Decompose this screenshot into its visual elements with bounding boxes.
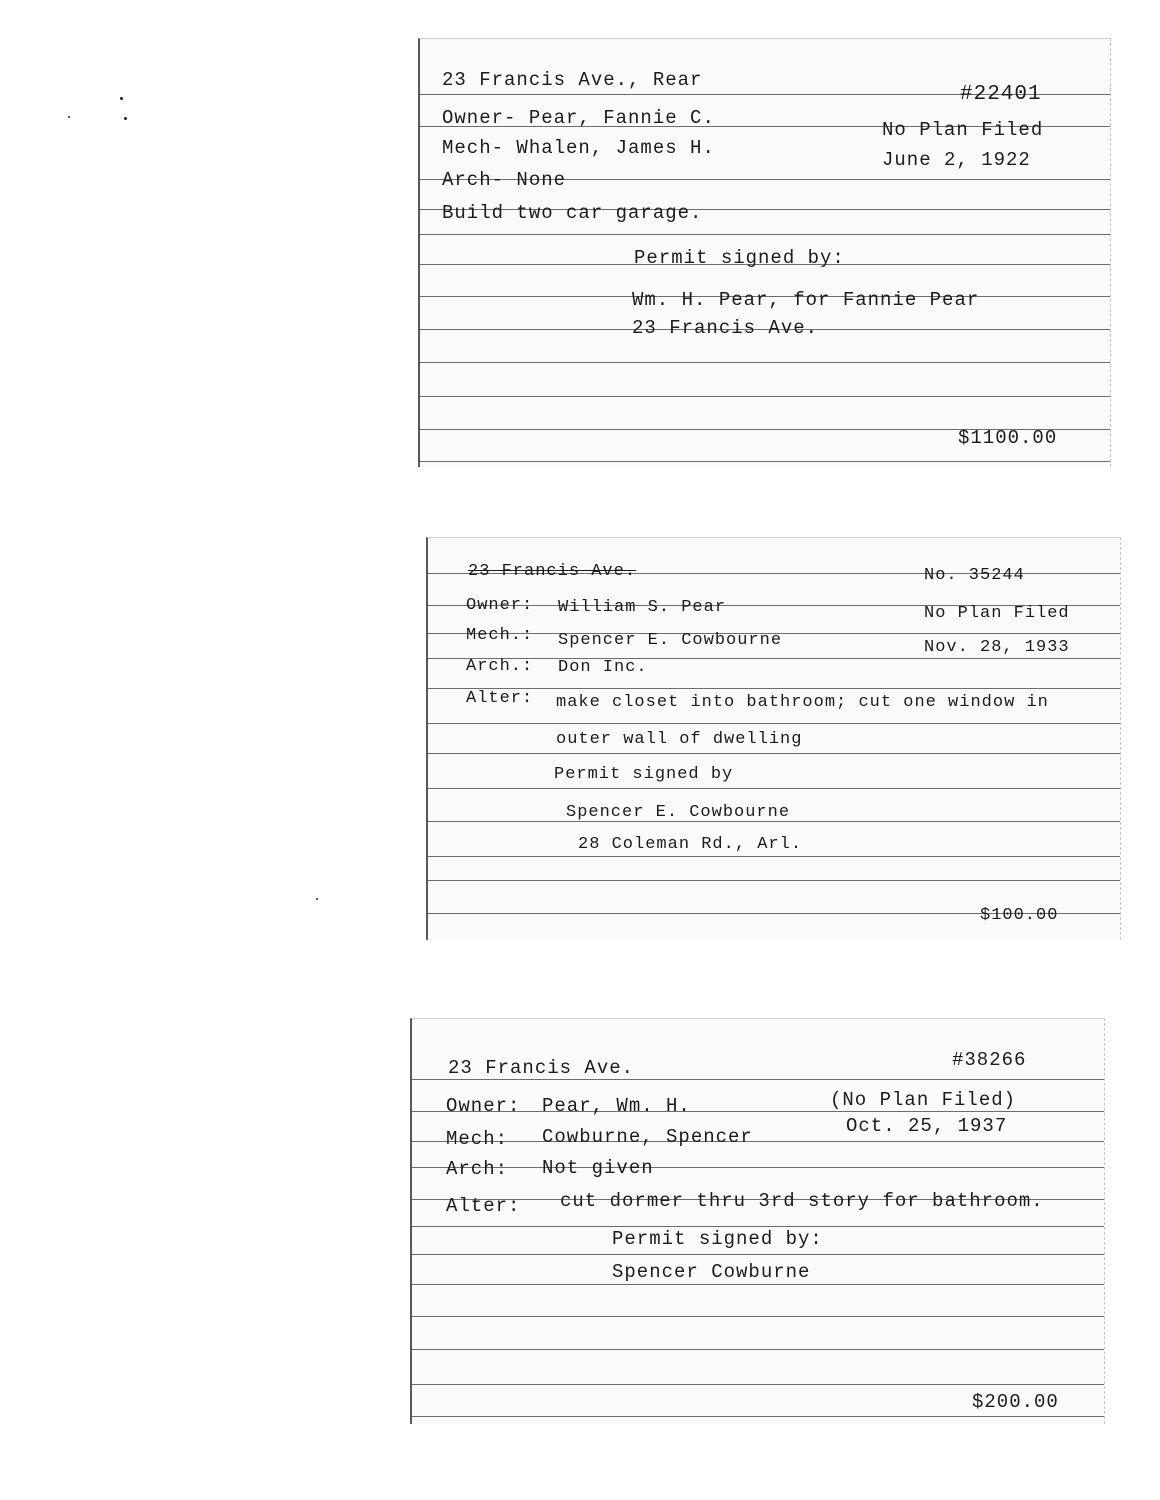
- arch-label: Arch.:: [466, 657, 534, 676]
- permit-amount: $1100.00: [958, 427, 1058, 449]
- signer-address: 28 Coleman Rd., Arl.: [578, 835, 803, 854]
- owner-name: William S. Pear: [558, 598, 727, 617]
- scan-speck: [124, 117, 127, 120]
- work-description: Build two car garage.: [442, 202, 703, 224]
- signer-name: Spencer E. Cowbourne: [566, 803, 791, 822]
- signer-name: Wm. H. Pear, for Fannie Pear: [632, 289, 980, 311]
- permit-signed-label: Permit signed by:: [612, 1228, 823, 1250]
- mech-line: Mech- Whalen, James H.: [442, 137, 715, 159]
- permit-card-38266: [410, 1018, 1105, 1424]
- alter-label: Alter:: [446, 1195, 521, 1217]
- plan-status: No Plan Filed: [882, 119, 1044, 141]
- signer-name: Spencer Cowburne: [612, 1261, 811, 1283]
- card-address: 23 Francis Ave.: [448, 1057, 635, 1079]
- owner-label: Owner:: [466, 596, 534, 615]
- owner-label: Owner:: [446, 1095, 521, 1117]
- card-address: 23 Francis Ave.: [468, 562, 637, 581]
- permit-signed-label: Permit signed by:: [634, 247, 845, 269]
- scan-speck: [68, 116, 70, 118]
- permit-number: No. 35244: [924, 566, 1025, 585]
- alter-description-line1: make closet into bathroom; cut one window in: [556, 693, 1049, 712]
- arch-line: Arch- None: [442, 169, 567, 191]
- permit-date: Oct. 25, 1937: [846, 1115, 1008, 1137]
- card-address: 23 Francis Ave., Rear: [442, 69, 703, 91]
- alter-label: Alter:: [466, 689, 534, 708]
- mech-label: Mech:: [446, 1128, 509, 1150]
- alter-description-line2: outer wall of dwelling: [556, 730, 803, 749]
- permit-number: #22401: [960, 83, 1042, 106]
- alter-description: cut dormer thru 3rd story for bathroom.: [560, 1190, 1044, 1212]
- arch-name: Not given: [542, 1157, 654, 1179]
- plan-status: No Plan Filed: [924, 604, 1070, 623]
- permit-amount: $200.00: [972, 1391, 1059, 1413]
- permit-card-35244: [426, 537, 1121, 940]
- permit-date: Nov. 28, 1933: [924, 638, 1070, 657]
- scan-speck: [316, 898, 318, 900]
- permit-number: #38266: [952, 1049, 1027, 1071]
- arch-label: Arch:: [446, 1158, 509, 1180]
- permit-signed-label: Permit signed by: [554, 765, 734, 784]
- scan-speck: [120, 97, 123, 100]
- mech-label: Mech.:: [466, 626, 534, 645]
- mech-name: Cowburne, Spencer: [542, 1126, 753, 1148]
- permit-date: June 2, 1922: [882, 149, 1031, 171]
- permit-card-22401: [418, 38, 1111, 467]
- permit-amount: $100.00: [980, 906, 1059, 925]
- mech-name: Spencer E. Cowbourne: [558, 631, 783, 650]
- owner-name: Pear, Wm. H.: [542, 1095, 691, 1117]
- signer-address: 23 Francis Ave.: [632, 317, 819, 339]
- plan-status: (No Plan Filed): [830, 1089, 1017, 1111]
- owner-line: Owner- Pear, Fannie C.: [442, 107, 715, 129]
- arch-name: Don Inc.: [558, 658, 648, 677]
